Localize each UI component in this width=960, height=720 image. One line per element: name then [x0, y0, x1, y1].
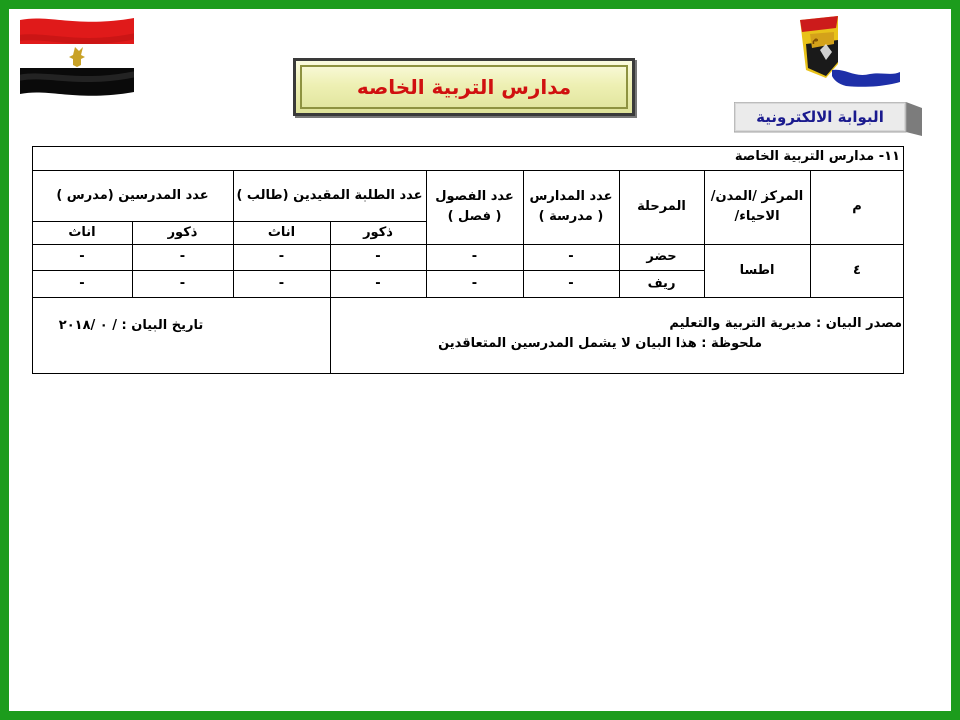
- portal-label: البوابة الالكترونية: [756, 108, 884, 126]
- row-stage: حضر: [646, 249, 677, 264]
- page-title: مدارس التربية الخاصه: [356, 75, 572, 99]
- row-teachers-female: -: [79, 249, 85, 264]
- row-students-female: -: [278, 275, 285, 291]
- row-students-female: -: [278, 249, 285, 264]
- header-center: المركز /المدن/الاحياء/: [710, 189, 804, 224]
- header-students: عدد الطلبة المقيدين (طالب ): [236, 187, 423, 203]
- special-education-table: [32, 146, 904, 374]
- row-teachers-male: -: [179, 249, 186, 264]
- header-teachers: عدد المدرسين (مدرس ): [56, 187, 209, 203]
- row-classes: -: [471, 275, 478, 291]
- header-students-male: ذكور: [363, 224, 393, 240]
- row-schools: -: [568, 275, 574, 291]
- row-teachers-female: -: [79, 275, 85, 291]
- table-notes: [438, 314, 902, 354]
- header-num: م: [852, 199, 862, 214]
- svg-text:م: م: [812, 35, 819, 45]
- header-classes: عدد الفصول ( فصل ): [435, 189, 514, 224]
- portal-label-box[interactable]: [734, 102, 922, 136]
- governorate-emblem-icon: [796, 14, 904, 94]
- row-center: اطسا: [739, 262, 775, 278]
- row-schools: -: [568, 249, 574, 264]
- header-stage: المرحلة: [637, 199, 686, 214]
- header-teachers-male: ذكور: [167, 224, 198, 240]
- row-students-male: -: [375, 275, 381, 291]
- row-students-male: -: [375, 249, 381, 264]
- header-schools: عدد المدارس ( مدرسة ): [529, 189, 613, 224]
- row-num: ٤: [853, 262, 861, 278]
- note-text: ملحوظة : هذا البيان لا يشمل المدرسين المتعاقدين: [438, 336, 762, 351]
- table-caption: ١١- مدارس التربية الخاصة: [734, 149, 900, 164]
- header-teachers-female: اناث: [68, 224, 96, 240]
- row-teachers-male: -: [179, 275, 186, 291]
- source-text: مصدر البيان : مديرية التربية والتعليم: [669, 316, 902, 331]
- date-text: تاريخ البيان : / ٠ /٢٠١٨: [58, 318, 204, 333]
- egypt-flag-icon: [18, 14, 136, 98]
- title-box: [293, 58, 635, 116]
- header-students-female: اناث: [267, 224, 296, 240]
- row-classes: -: [471, 249, 478, 264]
- row-stage: ريف: [647, 275, 676, 291]
